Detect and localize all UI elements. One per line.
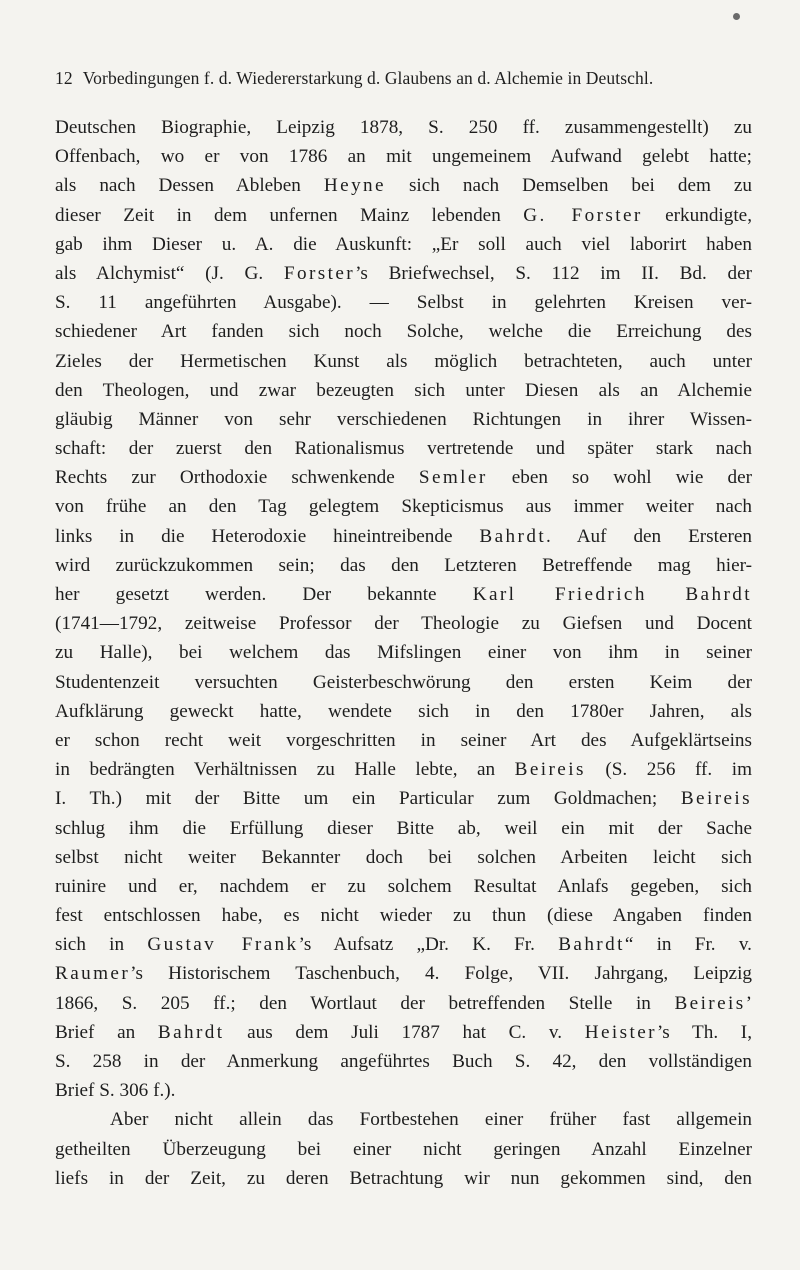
print-speck: [733, 13, 740, 20]
text-segment: in bedrängten Verhältnissen zu Halle lebte, an: [55, 759, 515, 781]
text-segment: liefs in der Zeit, zu deren Betrachtung wir nun gekommen sind, den: [55, 1167, 752, 1189]
text-line: [55, 726, 752, 755]
text-segment: “ in Fr. v.: [624, 934, 752, 956]
text-segment: ruinire und er, nachdem er zu solchem Resultat Anlafs gegeben, sich: [55, 875, 752, 897]
text-segment: aus dem Juli 1787 hat C. v.: [224, 1021, 585, 1043]
spaced-name: Forster: [283, 262, 356, 284]
text-line: [55, 989, 752, 1018]
text-line: [55, 347, 752, 376]
text-line: [55, 171, 752, 200]
text-line: [55, 668, 752, 697]
spaced-name: Heyne: [323, 175, 386, 197]
text-segment: 1866, S. 205 ff.; den Wortlaut der betreffenden Stelle in: [55, 992, 675, 1014]
text-segment: eben so wohl wie der: [487, 467, 752, 489]
text-segment: den Theologen, und zwar bezeugten sich unter Diesen als an Alchemie: [55, 379, 752, 401]
text-line: [55, 1018, 752, 1047]
text-segment: schiedener Art fanden sich noch Solche, welche die Erreichung des: [55, 321, 752, 343]
text-segment: ’: [745, 992, 752, 1014]
text-segment: (1741—1792, zeitweise Professor der Theologie zu Giefsen und Docent: [55, 613, 752, 635]
text-segment: Studentenzeit versuchten Geisterbeschwörung den ersten Keim der: [55, 671, 752, 693]
text-line: [55, 201, 752, 230]
text-line: [55, 522, 752, 551]
text-line: [55, 376, 752, 405]
spaced-name: Gustav Frank: [147, 934, 299, 956]
text-segment: als nach Dessen Ableben: [55, 175, 324, 197]
text-line: [55, 959, 752, 988]
spaced-name: Karl Friedrich Bahrdt: [472, 584, 752, 605]
text-segment: ’s Aufsatz „Dr. K. Fr.: [298, 934, 559, 956]
text-segment: (S. 256 ff. im: [585, 759, 752, 781]
spaced-name: Beireis: [680, 788, 752, 810]
text-segment: Offenbach, wo er von 1786 an mit ungemeinem Aufwand gelebt hatte;: [55, 146, 752, 168]
text-line: [55, 230, 752, 259]
text-segment: Zieles der Hermetischen Kunst als möglich betrachteten, auch unter: [55, 350, 752, 372]
text-line: [55, 580, 752, 609]
text-line: [55, 492, 752, 521]
text-segment: wird zurückzukommen sein; das den Letzteren Betreffende mag hier-: [55, 554, 752, 576]
text-segment: Brief S. 306 f.).: [55, 1080, 176, 1102]
text-line: [55, 814, 752, 843]
text-segment: er schon recht weit vorgeschritten in seiner Art des Aufgeklärtseins: [55, 729, 752, 751]
text-line: [55, 872, 752, 901]
text-segment: ’s Briefwechsel, S. 112 im II. Bd. der: [355, 262, 752, 284]
text-line: [55, 1047, 752, 1076]
text-line: [55, 463, 752, 492]
text-line: [55, 784, 752, 813]
text-segment: als Alchymist“ (J. G.: [55, 262, 284, 284]
text-segment: her gesetzt werden. Der bekannte: [55, 584, 473, 605]
text-segment: von frühe an den Tag gelegtem Skepticismus aus immer weiter nach: [55, 496, 752, 518]
spaced-name: Bahrdt: [157, 1021, 225, 1043]
spaced-name: Beireis: [674, 992, 746, 1014]
text-segment: I. Th.) mit der Bitte um ein Particular zum Goldmachen;: [55, 788, 681, 810]
spaced-name: Semler: [418, 467, 488, 489]
text-line: [55, 1164, 752, 1193]
text-segment: links in die Heterodoxie hineintreibende: [55, 525, 480, 547]
text-line: [55, 142, 752, 171]
text-segment: . Auf den Ersteren: [546, 525, 752, 547]
spaced-name: Raumer: [55, 963, 131, 985]
text-line: [55, 551, 752, 580]
text-line: [55, 259, 752, 288]
text-segment: Aber nicht allein das Fortbestehen einer früher fast allgemein: [110, 1109, 752, 1131]
text-segment: sich in: [55, 934, 148, 956]
running-title: Vorbedingungen f. d. Wiedererstarkung d. Glaubens an d. Alchemie in Deutschl.: [82, 68, 654, 88]
text-line: [55, 901, 752, 930]
text-segment: Brief an: [55, 1021, 158, 1043]
spaced-name: G. Forster: [523, 204, 643, 226]
spaced-name: Bahrdt: [558, 934, 625, 956]
text-segment: ’s Th. I,: [656, 1021, 752, 1043]
text-line: [55, 405, 752, 434]
text-segment: ’s Historischem Taschenbuch, 4. Folge, VII. Jahrgang, Leipzig: [130, 963, 752, 985]
text-line: [55, 609, 752, 638]
text-segment: getheilten Überzeugung bei einer nicht geringen Anzahl Einzelner: [55, 1138, 752, 1160]
text-segment: dieser Zeit in dem unfernen Mainz lebenden: [55, 204, 524, 226]
text-segment: schaft: der zuerst den Rationalismus vertretende und später stark nach: [55, 438, 752, 460]
spaced-name: Bahrdt: [479, 525, 547, 547]
text-segment: gab ihm Dieser u. A. die Auskunft: „Er soll auch viel laborirt haben: [55, 233, 752, 255]
text-segment: fest entschlossen habe, es nicht wieder zu thun (diese Angaben finden: [55, 905, 752, 927]
text-segment: selbst nicht weiter Bekannter doch bei solchen Arbeiten leicht sich: [55, 846, 752, 868]
text-segment: Rechts zur Orthodoxie schwenkende: [55, 467, 419, 489]
text-line: [55, 930, 752, 959]
text-segment: schlug ihm die Erfüllung dieser Bitte ab, weil ein mit der Sache: [55, 817, 752, 839]
text-line: [55, 288, 752, 317]
text-line: [55, 113, 752, 142]
text-segment: sich nach Demselben bei dem zu: [385, 175, 752, 197]
text-segment: Aufklärung geweckt hatte, wendete sich in den 1780er Jahren, als: [55, 700, 752, 722]
body-text: [55, 113, 752, 1193]
text-line: [55, 638, 752, 667]
text-line: [55, 843, 752, 872]
text-segment: gläubig Männer von sehr verschiedenen Richtungen in ihrer Wissen-: [55, 408, 752, 430]
text-line: [55, 1135, 752, 1164]
text-line: [55, 697, 752, 726]
page-number: 12: [55, 68, 73, 88]
text-segment: S. 258 in der Anmerkung angeführtes Buch S. 42, den vollständigen: [55, 1051, 752, 1072]
text-line: [55, 755, 752, 784]
text-segment: zu Halle), bei welchem das Mifslingen einer von ihm in seiner: [55, 642, 752, 664]
spaced-name: Beireis: [514, 759, 586, 781]
text-segment: S. 11 angeführten Ausgabe). — Selbst in gelehrten Kreisen ver-: [55, 292, 752, 314]
running-head: [55, 68, 755, 102]
text-line: [55, 317, 752, 346]
text-segment: Deutschen Biographie, Leipzig 1878, S. 250 ff. zusammengestellt) zu: [55, 117, 752, 138]
text-line: [55, 1076, 752, 1105]
text-line: [55, 1105, 752, 1134]
spaced-name: Heister: [584, 1021, 657, 1043]
text-line: [55, 434, 752, 463]
text-segment: erkundigte,: [642, 204, 752, 226]
